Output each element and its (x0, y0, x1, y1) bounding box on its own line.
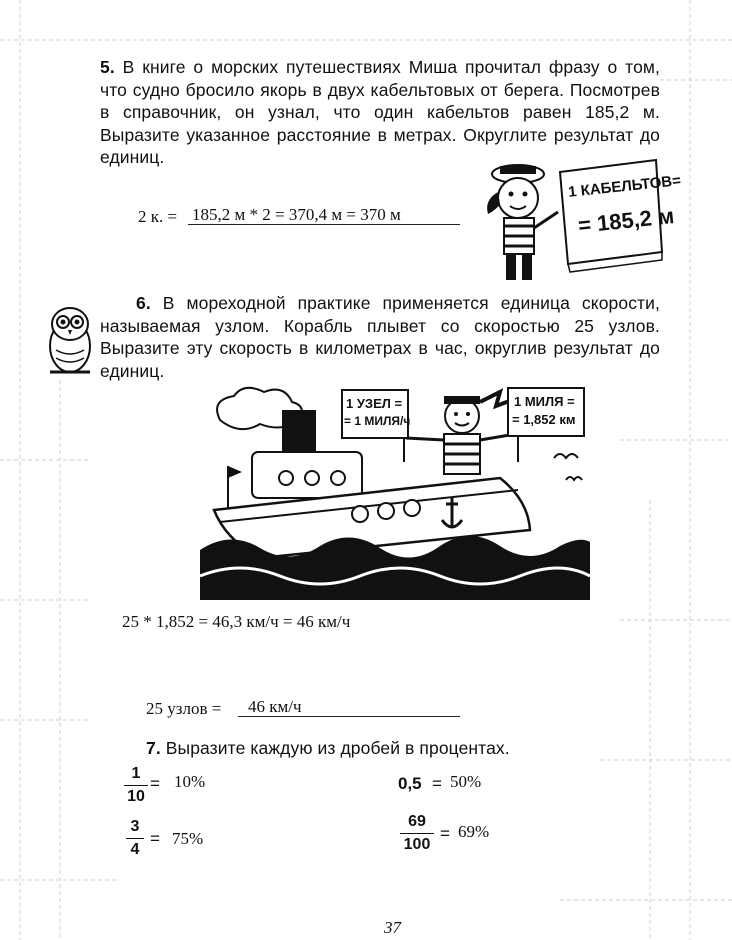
task-6-text: В мореходной практике применяется единица скорости, называемая узлом. Корабль плывет со скоростью 25 узлов. Выразите эту скорость в километрах в час, округлив результат до единиц. (100, 293, 660, 381)
task-5-number: 5. (100, 57, 115, 77)
equals-sign: = (150, 829, 160, 848)
decimal-0-5: 0,5 (398, 774, 422, 793)
task-7-number: 7. (146, 738, 161, 758)
sailor-boy-illustration (478, 152, 682, 287)
flag-left-line-2: = 1 МИЛЯ/ч (344, 414, 411, 428)
flag-right-line-1: 1 МИЛЯ = (514, 394, 575, 409)
answer-3-4: 75% (172, 829, 204, 848)
fraction-69-100 (400, 813, 434, 854)
answer-1-10: 10% (174, 772, 206, 791)
answer-69-100: 69% (458, 822, 490, 841)
equals-sign: = (150, 774, 160, 793)
task-6-work: 25 * 1,852 = 46,3 км/ч = 46 км/ч (122, 612, 351, 631)
task-5-text: В книге о морских путешествиях Миша прочитал фразу о том, что судно бросило якорь в двух кабельтовых от берега. Посмотрев в справочник, он узнал, что один кабельтов равен 185,2 м. Выразите указанное расстояние в метрах. Округлите результат до единиц. (100, 57, 660, 167)
fraction-numerator: 3 (130, 818, 140, 835)
task-6-prefix: 25 узлов = (146, 699, 222, 718)
task-6-answer: 46 км/ч (248, 697, 302, 716)
owl-icon (44, 300, 96, 378)
task-6-number: 6. (136, 293, 151, 313)
fraction-denominator: 10 (127, 788, 145, 805)
page-number: 37 (384, 918, 401, 937)
book-sign-line-2: = 185,2 м (576, 203, 676, 238)
answer-0-5: 50% (450, 772, 482, 791)
fraction-denominator: 4 (130, 841, 140, 858)
fraction-3-4 (126, 818, 144, 859)
fraction-numerator: 1 (131, 765, 141, 782)
task-7-text: Выразите каждую из дробей в процентах. (165, 738, 510, 758)
task-6-answer-line (238, 716, 460, 717)
book-sign-line-1: 1 КАБЕЛЬТОВ= (567, 172, 682, 201)
flag-left-line-1: 1 УЗЕЛ = (346, 396, 403, 411)
fraction-denominator: 100 (403, 836, 431, 853)
task-6 (100, 292, 660, 382)
task-5-prefix: 2 к. = (138, 207, 178, 226)
fraction-numerator: 69 (408, 813, 426, 830)
fraction-1-10 (124, 765, 148, 806)
flag-right-line-2: = 1,852 км (512, 412, 576, 427)
task-5-answer: 185,2 м * 2 = 370,4 м = 370 м (192, 205, 401, 224)
task-7 (146, 737, 646, 760)
equals-sign: = (432, 774, 442, 793)
equals-sign: = (440, 824, 450, 843)
task-5-answer-line (188, 224, 460, 225)
ship-illustration (200, 380, 590, 600)
